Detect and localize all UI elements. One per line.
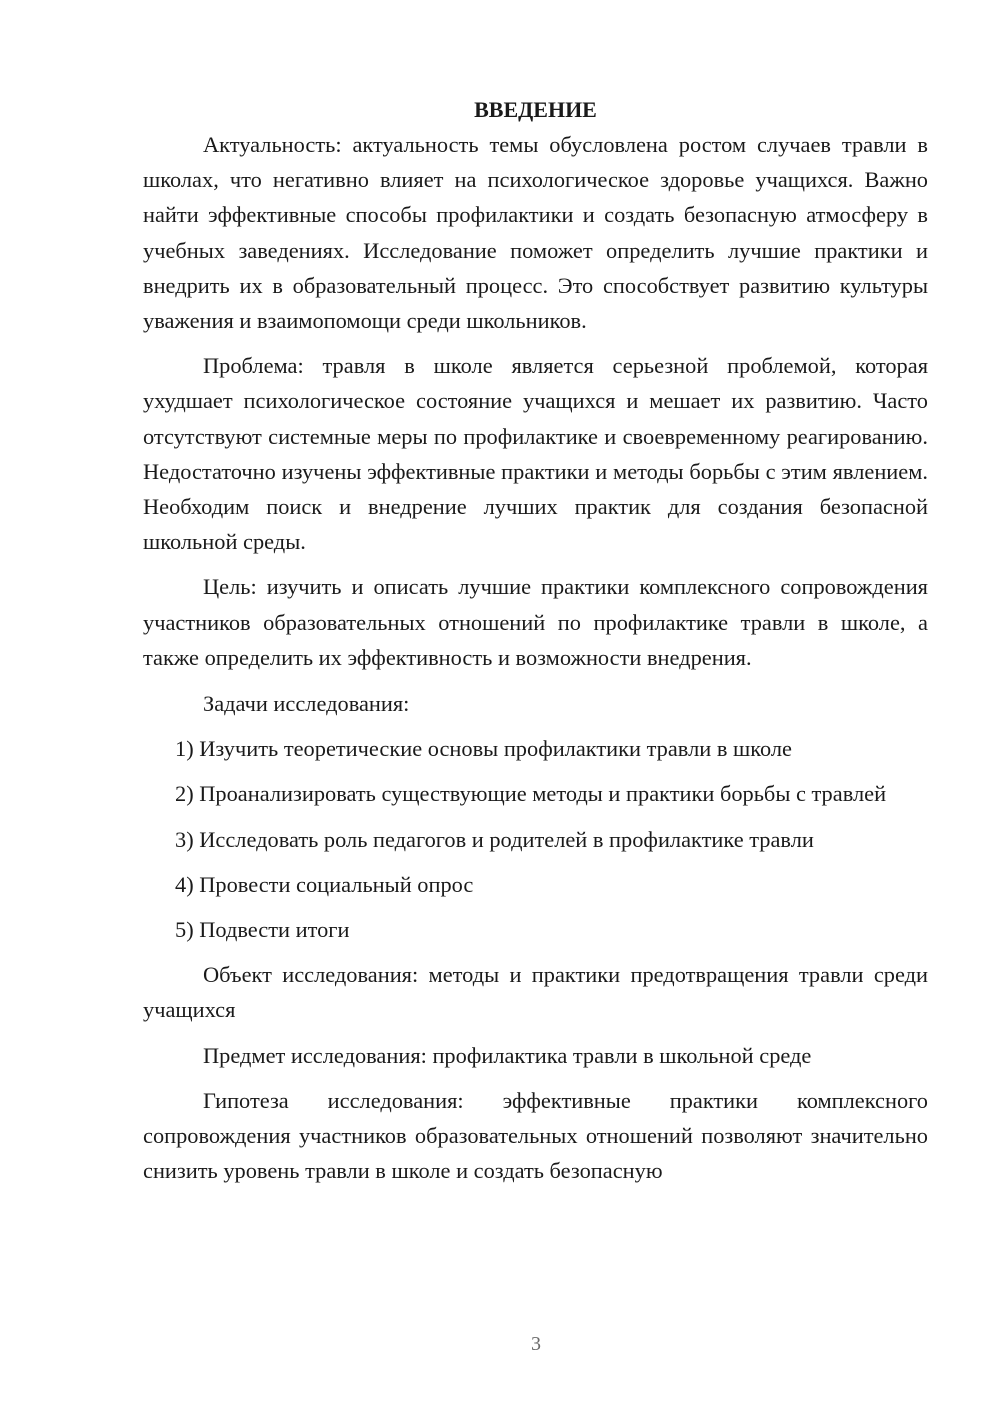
task-item-4: 4) Провести социальный опрос	[175, 871, 474, 897]
task-item-2: 2) Проанализировать существующие методы и практики борьбы с травлей	[175, 781, 887, 807]
section-title: ВВЕДЕНИЕ	[474, 97, 597, 122]
task-item-5: 5) Подвести итоги	[175, 917, 350, 943]
hypothesis-paragraph: Гипотеза исследования: эффективные практики комплексного сопровождения участников образовательных отношений позволяют значительно снизить уровень травли в школе и создать безопасную	[143, 1087, 928, 1184]
problem-paragraph: Проблема: травля в школе является серьезной проблемой, которая ухудшает психологическое состояние учащихся и мешает их развитию. Часто отсутствуют системные меры по профилактике и своевременному реагированию. Недостаточно изучены эффективные практики и методы борьбы с этим явлением. Необходим поиск и внедрение лучших практик для создания безопасной школьной среды.	[143, 353, 928, 555]
task-item-3: 3) Исследовать роль педагогов и родителей в профилактике травли	[175, 826, 814, 852]
page-number: 3	[531, 1333, 541, 1355]
object-paragraph: Объект исследования: методы и практики предотвращения травли среди учащихся	[143, 962, 928, 1023]
page-content	[143, 92, 928, 1198]
goal-paragraph: Цель: изучить и описать лучшие практики комплексного сопровождения участников образовательных отношений по профилактике травли в школе, а также определить их эффективность и возможности внедрения.	[143, 574, 928, 670]
task-item-1: 1) Изучить теоретические основы профилактики травли в школе	[175, 736, 792, 762]
relevance-paragraph: Актуальность: актуальность темы обусловлена ростом случаев травли в школах, что негативно влияет на психологическое здоровье учащихся. Важно найти эффективные способы профилактики и создать безопасную атмосферу в учебных заведениях. Исследование поможет определить лучшие практики и внедрить их в образовательный процесс. Это способствует развитию культуры уважения и взаимопомощи среди школьников.	[143, 132, 928, 334]
tasks-heading: Задачи исследования:	[203, 691, 410, 717]
subject-paragraph: Предмет исследования: профилактика травли в школьной среде	[203, 1042, 812, 1068]
